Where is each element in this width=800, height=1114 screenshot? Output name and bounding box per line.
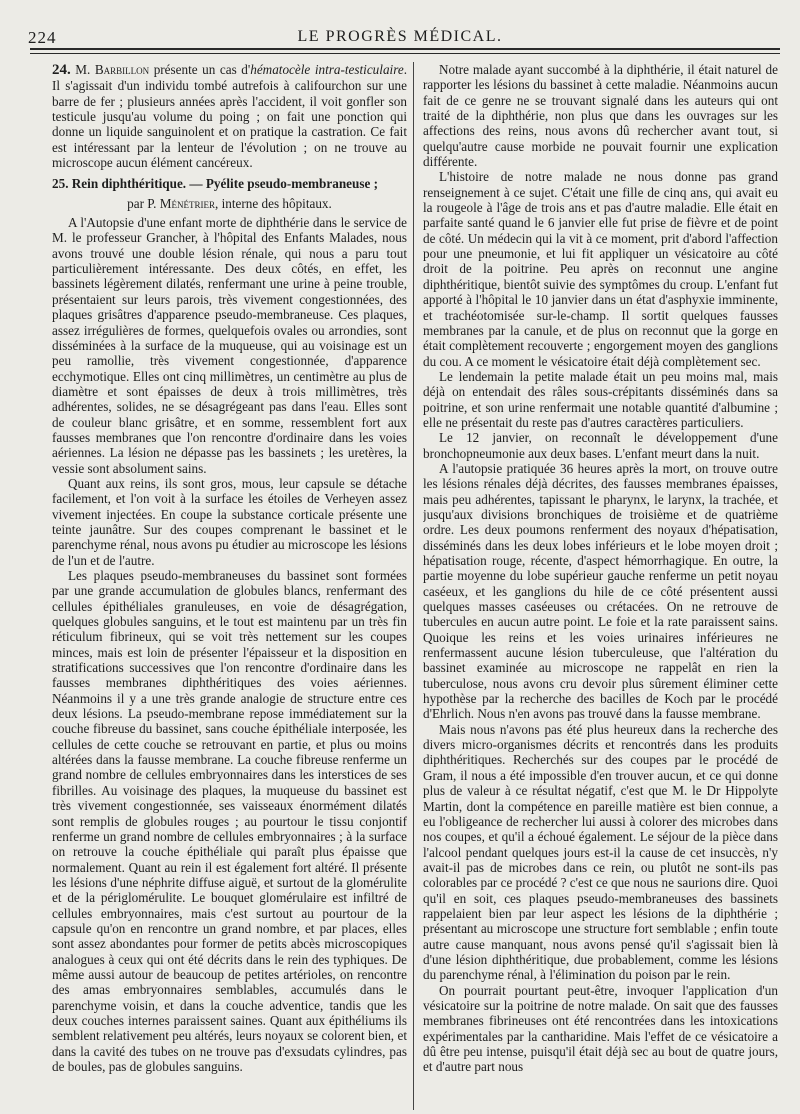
paragraph: Les plaques pseudo-membraneuses du bassinet sont formées par une grande accumulation de globules blancs, renfermant des cellules épithéliales granuleuses, en voie de désagrégation, quelques globules sanguins, et le tout est maintenu par un très fin réticulum fibrineux, qui se voit très nettement sur les coupes minces, mais est loin de présenter l'épaisseur et la disposition en stratifications successives que l'on rencontre d'ordinaire dans les fausses membranes diphthéritiques des voies aériennes. Néanmoins il y a une très grande analogie de structure entre ces deux lésions. La pseudo-membrane repose immédiatement sur la couche fibreuse du bassinet, sans couche épithéliale interposée, les cellules de cette couche se retrouvant en partie, et plus ou moins altérées dans la fausse membrane. La couche fibreuse renferme un grand nombre de cellules embryonnaires dans les interstices de ses fibrilles. Au voisinage des plaques, la muqueuse du bassinet est très vivement congestionnée, ses vaisseaux énormément dilatés sont remplis de globules rouges ; au pourtour le tissu conjontif renferme un grand nombre de cellules embryonnaires ; à la surface on retrouve la couche épithéliale qui paraît plus épaisse que normalement. Quant au rein il est également fort altéré. Il présente les lésions d'une néphrite diffuse aiguë, et surtout de la glomérulite et de la périglomérulite. Le bouquet glomérulaire est infiltré de cellules embryonnaires, mais c'est surtout au pourtour de la capsule qu'on en rencontre un grand nombre, et par places, elles sont assez abondantes pour former de petits abcès microscopiques analogues à ceux qui ont été décrits dans le rein des typhiques. De même aussi autour de beaucoup de petites artérioles, on rencontre des amas embryonnaires semblables, accumulés dans le parenchyme voisin, et dans la couche adventice, tandis que les deux couches internes paraissent saines. Quant aux épithéliums ils semblent relativement peu altérés, leurs noyaux se colorent bien, et dans la cavité des tubes on ne trouve pas d'exsudats cylindres, pas de boules, pas de globules sanguins.	[52, 568, 407, 1074]
paragraph: A l'Autopsie d'une enfant morte de diphthérie dans le service de M. le professeur Grancher, à l'hôpital des Enfants Malades, nous avons trouvé une double lésion rénale, qui nous a paru tout particulièrement intéressante. Des deux côtés, en effet, les bassinets légèrement dilatés, renfermant une urine à peine trouble, présentaient sur leurs parois, très vivement congestionnées, des plaques grisâtres d'apparence pseudo-membraneuse. Ces plaques, assez irrégulières de formes, quelquefois ovales ou arrondies, sont disséminées à la surface de la muqueuse, qui au voisinage est un peu ramollie, très vivement congestionnée, d'apparence ecchymotique. Elles ont cinq millimètres, un centimètre au plus de diamètre et sont épaisses de deux à trois millimètres, très adhérentes, solides, ne se désagrégeant pas dans l'eau. Elles sont de couleur blanc grisâtre, et en somme, ressemblent fort aux fausses membranes que l'on rencontre d'ordinaire dans les voies aériennes. La lésion ne dépasse pas les bassinets ; les uretères, la vessie sont absolument sains.	[52, 215, 407, 476]
item-number: 24.	[52, 62, 71, 78]
paragraph: Le 12 janvier, on reconnaît le développement d'une bronchopneumonie aux deux bases. L'enfant meurt dans la nuit.	[423, 430, 778, 461]
header-rule-thin	[30, 53, 780, 54]
left-column	[52, 62, 407, 1110]
paragraph: L'histoire de notre malade ne nous donne pas grand renseignement à ce sujet. C'était une fille de cinq ans, qui avait eu la rougeole à l'âge de trois ans et pas d'autre maladie. Elle était en parfaite santé quand le 6 janvier elle fut prise de fièvre et de point de côté. Un médecin qui la vit à ce moment, prit d'abord l'affection pour une pneumonie, et lui fit appliquer un vésicatoire au côté droit de la poitrine. Peu après on reconnut une angine diphthéritique, bientôt suivie des symptômes du croup. L'enfant fut apporté à l'hôpital le 10 janvier dans un état d'asphyxie imminente, et trachéotomisée sur-le-champ. Il sortit quelques fausses membranes par la canule, et de plus on reconnut que la gorge en était complètement recouverte ; engorgement moyen des ganglions du cou. A ce moment le vésicatoire était déjà complètement sec.	[423, 169, 778, 369]
paragraph: On pourrait pourtant peut-être, invoquer l'application d'un vésicatoire sur la poitrine de notre malade. On sait que des fausses membranes fibrineuses ont été rencontrées dans les intoxications expérimentales par la cantharidine. Mais l'effet de ce vésicatoire a dû être peu intense, puisqu'il était déjà sec au bout de quatre jours, et d'autre part nous	[423, 982, 778, 1075]
item-emphasis: hématocèle intra-testiculaire	[250, 62, 404, 77]
page-number: 224	[28, 28, 57, 47]
paragraph: Mais nous n'avons pas été plus heureux dans la recherche des divers micro-organismes décrits et rencontrés dans les produits diphthéritiques. Recherchés sur des coupes par le procédé de Gram, il nous a été impossible d'en trouver aucun, et ce qui donne plus de valeur à ce résultat négatif, c'est que M. le Dr Hippolyte Martin, dont la compétence en pareille matière est bien connue, a eu l'obligeance de rechercher lui aussi à colorer des microbes dans nos coupes, et qu'il a échoué également. Le séjour de la pièce dans l'alcool pendant quelques jours est-il la cause de cet insuccès, n'y avait-il pas de microbes dans ce rein, ou plutôt ne sont-ils pas colorables par ce procédé ? c'est ce que nous ne saurions dire. Quoi qu'il en soit, ces plaques pseudo-membraneuses des bassinets rappelaient bien par leur aspect les lésions de la diphthérie ; présentant au microscope une structure fort semblable ; enfin toute autre cause manquant, nous avons pensé qu'il s'agissait bien là d'une lésion diphthéritique, due probablement, comme les lésions du parenchyme rénal, à l'élimination du poison par le rein.	[423, 721, 778, 983]
paragraph: Quant aux reins, ils sont gros, mous, leur capsule se détache facilement, et l'on voit à la surface les étoiles de Verheyen assez vivement injectées. En coupe la substance corticale présente une teinte jaunâtre. Sur des coupes comprenant le bassinet et le parenchyme rénal, nous avons pu étudier au microscope les lésions de l'un et de l'autre.	[52, 475, 407, 568]
column-divider	[413, 62, 414, 1110]
journal-title: LE PROGRÈS MÉDICAL.	[297, 28, 503, 45]
section-title: Rein diphthéritique. — Pyélite pseudo-membraneuse ;	[68, 176, 379, 192]
item-24: 24. M. Barbillon présente un cas d'hématocèle intra-testiculaire. Il s'agissait d'un individu tombé autrefois à califourchon sur une barre de fer ; plusieurs années après l'accident, il voit gonfler son testicule jusqu'au volume du poing ; on fait une ponction qui donne un liquide sanguinolent et on pratique la castration. Ce fait est intéressant par la lenteur de l'évolution ; on ne trouve au microscope aucun élément cancéreux.	[52, 62, 407, 171]
page-header	[28, 28, 772, 48]
paragraph: A l'autopsie pratiquée 36 heures après la mort, on trouve outre les lésions rénales déjà décrites, des fausses membranes épaisses, mais peu adhérentes, tapissant le pharynx, le larynx, la trachée, et jusqu'aux divisions bronchiques de troisième et de quatrième ordre. Les deux poumons renferment des noyaux d'hépatisation, disséminés dans les deux lobes inférieurs et le lobe moyen droit ; hépatisation rouge, récente, d'aspect hémorrhagique. En outre, la partie moyenne du lobe supérieur gauche renferme un petit noyau caséeux, et les ganglions du hile de ce côté présentent aussi quelques masses caséeuses ou crétacées. On ne retrouve de tubercules en aucun autre point. Le foie et la rate paraissent sains. Quoique les reins et les voies urinaires inférieures ne renfermassent aucune lésion tuberculeuse, que l'altération du bassinet examinée au microscope ne rappelât en rien la tuberculose, nous avons cru devoir plus sûrement éliminer cette hypothèse par la recherche des bacilles de Koch par le procédé d'Ehrlich. Nous n'en avons pas trouvé dans la fausse membrane.	[423, 460, 778, 722]
paragraph: Le lendemain la petite malade était un peu moins mal, mais déjà on entendait des râles sous-crépitants disséminés dans sa poitrine, et son urine renfermait une notable quantité d'albumine ; elle ne présentait du reste pas d'autres caractères particuliers.	[423, 368, 778, 430]
author-name: Barbillon	[94, 62, 150, 77]
header-rule	[30, 48, 780, 50]
paragraph: Notre malade ayant succombé à la diphthérie, il était naturel de rapporter les lésions du bassinet à cette maladie. Néanmoins aucun fait de ce genre ne se trouvant signalé dans les auteurs qui ont traité de la diphthérie, non plus que dans les ouvrages sur les affections des reins, nous avons dû rechercher avant tout, si quelqu'autre cause morbide ne pouvait fournir une explication différente.	[423, 62, 778, 170]
byline: par P. Ménétrier, interne des hôpitaux.	[127, 195, 332, 211]
section-heading: 25. Rein diphthéritique. — Pyélite pseudo-membraneuse ;	[52, 176, 379, 192]
right-column	[423, 62, 778, 1110]
